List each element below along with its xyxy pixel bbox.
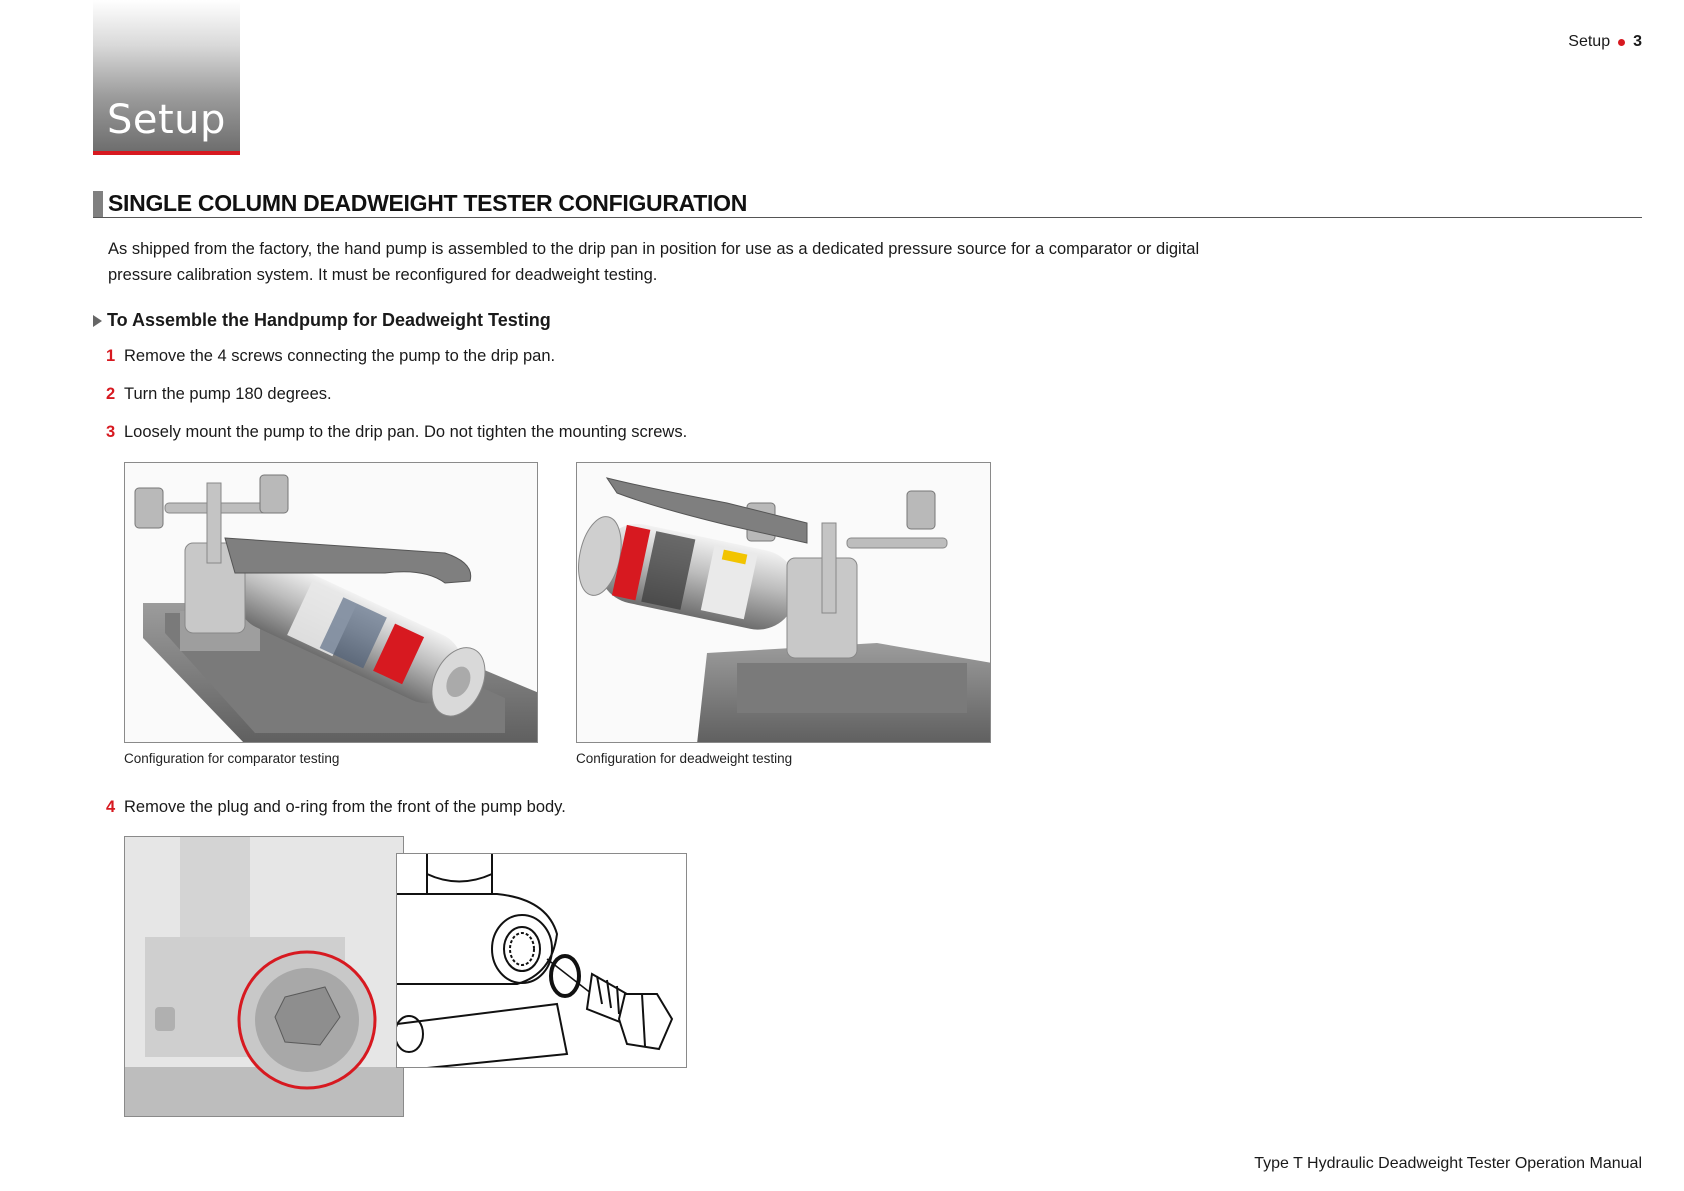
bullet-dot-icon bbox=[1618, 39, 1625, 46]
section-tab bbox=[93, 0, 240, 155]
step-item bbox=[106, 385, 332, 404]
intro-paragraph: As shipped from the factory, the hand pump is assembled to the drip pan in position for use as a dedicated pressure source for a comparator or digital pressure calibration system. It must be reconfigured for deadweight testing. bbox=[108, 240, 1200, 284]
step-number: 3 bbox=[106, 423, 116, 441]
step-item bbox=[106, 798, 566, 817]
step-item bbox=[106, 347, 555, 366]
step-text: Remove the 4 screws connecting the pump to the drip pan. bbox=[124, 347, 556, 365]
section-heading-text: SINGLE COLUMN DEADWEIGHT TESTER CONFIGURATION bbox=[108, 190, 748, 216]
plug-oring-line-drawing bbox=[397, 854, 687, 1068]
procedure-title-text: To Assemble the Handpump for Deadweight Testing bbox=[107, 310, 551, 330]
step-text: Remove the plug and o-ring from the front of the pump body. bbox=[124, 798, 566, 816]
procedure-title bbox=[93, 310, 551, 331]
triangle-right-icon bbox=[93, 315, 102, 327]
plug-oring-diagram bbox=[396, 853, 687, 1068]
running-header bbox=[1568, 33, 1642, 51]
step-number: 1 bbox=[106, 347, 116, 365]
section-tab-label: Setup bbox=[107, 97, 226, 143]
figure-caption: Configuration for comparator testing bbox=[124, 751, 340, 766]
section-heading bbox=[93, 190, 1642, 218]
footer-title: Type T Hydraulic Deadweight Tester Operation Manual bbox=[1254, 1155, 1642, 1172]
step-number: 4 bbox=[106, 798, 116, 816]
step-item bbox=[106, 423, 687, 442]
comparator-config-photo bbox=[124, 462, 538, 743]
step-text: Turn the pump 180 degrees. bbox=[124, 385, 332, 403]
pump-body-photo bbox=[125, 837, 404, 1117]
deadweight-config-photo bbox=[576, 462, 991, 743]
step-text: Loosely mount the pump to the drip pan. Do not tighten the mounting screws. bbox=[124, 423, 688, 441]
hand-pump-illustration bbox=[125, 463, 538, 743]
plug-closeup-photo bbox=[124, 836, 404, 1117]
page-number: 3 bbox=[1633, 33, 1642, 50]
hand-pump-illustration bbox=[577, 463, 991, 743]
header-section-name: Setup bbox=[1568, 33, 1611, 50]
heading-marker bbox=[93, 191, 103, 217]
figure-caption: Configuration for deadweight testing bbox=[576, 751, 793, 766]
step-number: 2 bbox=[106, 385, 116, 403]
